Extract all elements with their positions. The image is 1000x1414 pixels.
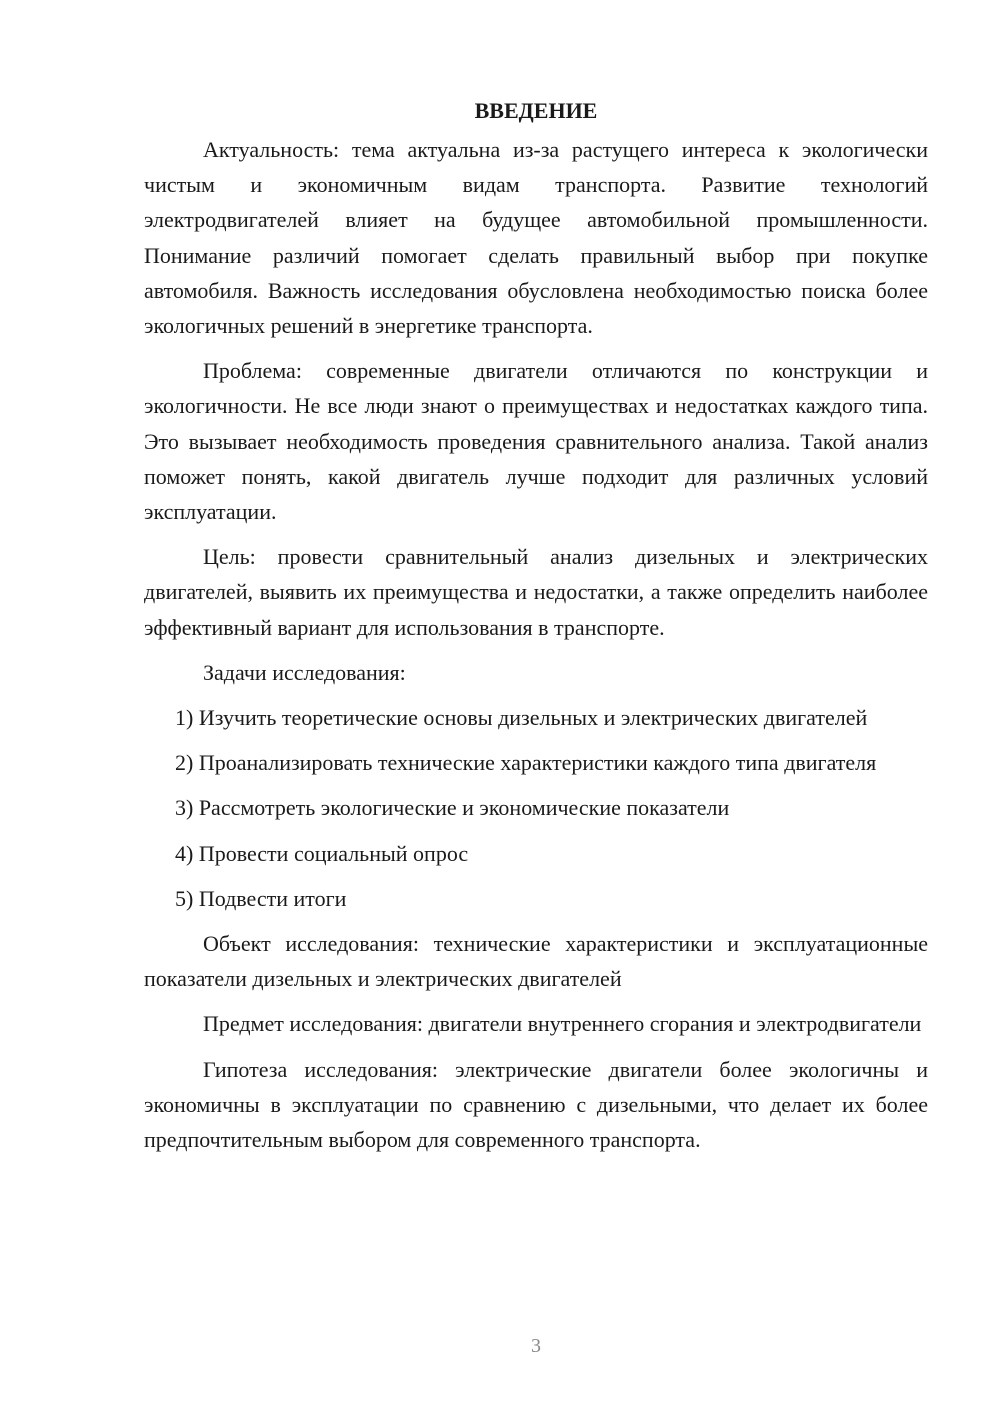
task-item: 4) Провести социальный опрос	[175, 840, 469, 866]
task-item: 5) Подвести итоги	[175, 885, 347, 911]
document-body	[144, 94, 928, 1157]
hypothesis-paragraph: Гипотеза исследования: электрические двигатели более экологичны и экономичны в эксплуатации по сравнению с дизельными, что делает их более предпочтительным выбором для современного транспорта.	[144, 1056, 928, 1153]
page-number: 3	[531, 1335, 541, 1357]
task-item: 3) Рассмотреть экологические и экономические показатели	[175, 795, 730, 821]
tasks-heading: Задачи исследования:	[203, 659, 406, 685]
page-title: ВВЕДЕНИЕ	[474, 98, 598, 123]
task-item: 2) Проанализировать технические характеристики каждого типа двигателя	[175, 750, 877, 776]
object-paragraph: Объект исследования: технические характеристики и эксплуатационные показатели дизельных и электрических двигателей	[144, 931, 928, 992]
goal-paragraph: Цель: провести сравнительный анализ дизельных и электрических двигателей, выявить их преимущества и недостатки, а также определить наиболее эффективный вариант для использования в транспорте.	[144, 544, 928, 640]
subject-paragraph: Предмет исследования: двигатели внутреннего сгорания и электродвигатели	[203, 1011, 922, 1037]
problem-paragraph: Проблема: современные двигатели отличаются по конструкции и экологичности. Не все люди знают о преимуществах и недостатках каждого типа. Это вызывает необходимость проведения сравнительного анализа. Такой анализ поможет понять, какой двигатель лучше подходит для различных условий эксплуатации.	[144, 358, 928, 525]
relevance-paragraph: Актуальность: тема актуальна из-за растущего интереса к экологически чистым и экономичным видам транспорта. Развитие технологий электродвигателей влияет на будущее автомобильной промышленности. Понимание различий помогает сделать правильный выбор при покупке автомобиля. Важность исследования обусловлена необходимостью поиска более экологичных решений в энергетике транспорта.	[144, 137, 928, 339]
task-item: 1) Изучить теоретические основы дизельных и электрических двигателей	[175, 705, 868, 731]
